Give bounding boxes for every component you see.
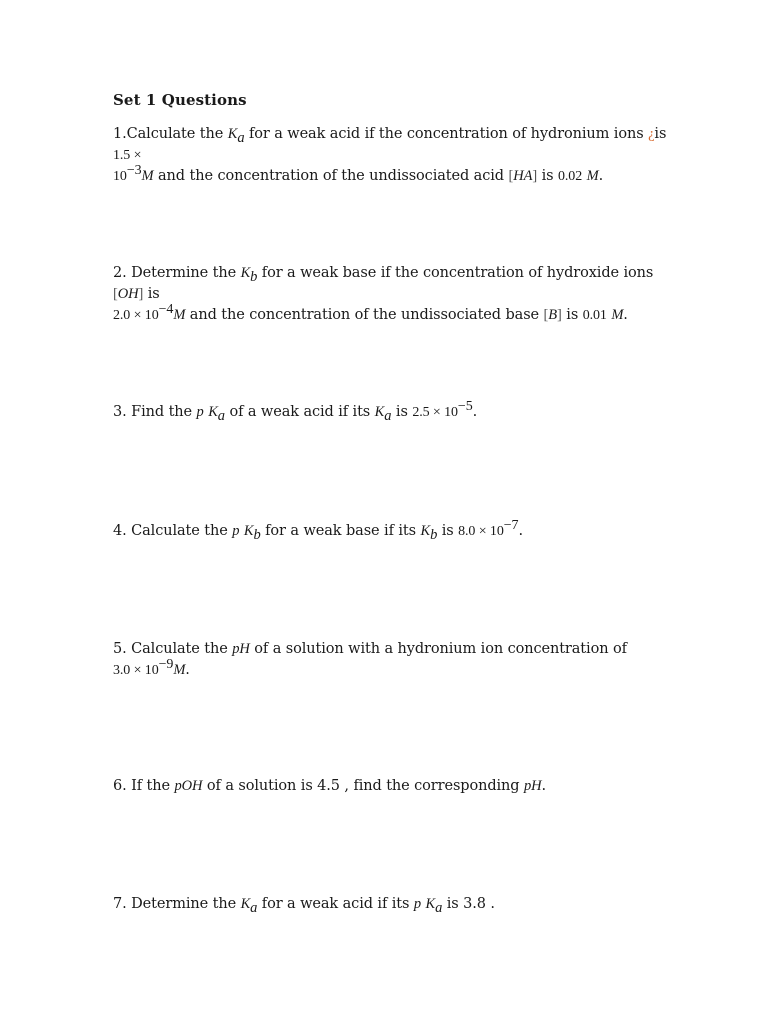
q4-text-4: . (518, 523, 523, 539)
q1-ka-symbol: K (227, 126, 238, 142)
q7-p-symbol: p (413, 896, 422, 912)
q6-text-3: . (541, 778, 547, 794)
q2-b-symbol: B (548, 307, 558, 323)
question-2: 2. Determine the $K_b$ for a weak base if the concentration of hydroxide ions [OH] is $2.0 \times 10^{-4}M$ and the concentration of the undissociated base [B] is 0.01 M. (113, 265, 654, 323)
q2-text-1: 2. Determine the (113, 265, 241, 281)
q2-text-6: . (623, 307, 628, 323)
q3-text-2: of a weak acid if its (224, 404, 375, 420)
q7-ka-symbol-2: K (425, 896, 436, 912)
q4-p-symbol: p (232, 523, 240, 539)
q3-ka-subscript-2: a (384, 407, 392, 424)
q2-text-4: and the concentration of the undissociated base (185, 307, 544, 323)
q5-exponent: −9 (158, 657, 174, 673)
q2-text-2: for a weak base if the concentration of hydroxide ions (257, 265, 654, 281)
question-7 (113, 894, 673, 915)
question-5 (113, 639, 673, 681)
q2-text-5: is (561, 307, 583, 323)
q1-molar-unit: M (141, 168, 154, 184)
q5-ph-symbol: pH (232, 641, 250, 657)
q2-molar-unit-2: M (611, 307, 624, 323)
q3-ka-subscript: a (217, 407, 225, 424)
question-6 (113, 776, 673, 797)
q2-value-1: 2.0 × 10 (113, 308, 159, 323)
q7-text-3: is 3.8 . (442, 896, 495, 912)
question-4 (113, 518, 673, 543)
q3-value: 2.5 × 10 (412, 405, 458, 420)
q1-text-6: . (598, 168, 604, 184)
q4-value: 8.0 × 10 (458, 524, 504, 539)
q7-text-1: 7. Determine the (113, 896, 241, 912)
q1-text-5: is (537, 168, 558, 184)
q1-text-3: is (654, 126, 667, 142)
q7-ka-subscript-2: a (435, 899, 443, 916)
q7-text-2: for a weak acid if its (257, 896, 414, 912)
q2-molar-unit: M (173, 307, 186, 323)
q2-value-2: 0.01 (582, 308, 607, 323)
q6-ph-symbol: pH (523, 778, 542, 794)
q4-kb-subscript: b (253, 526, 261, 543)
q1-exponent: −3 (126, 163, 142, 179)
q3-ka-symbol-2: K (374, 404, 385, 420)
question-3 (113, 399, 673, 424)
q4-kb-symbol: K (243, 523, 254, 539)
q3-text-3: is (391, 404, 413, 420)
q6-text-2: of a solution is 4.5 , find the corresponding (202, 778, 524, 794)
q2-kb-subscript: b (250, 268, 258, 285)
q1-value-2: 10 (113, 169, 127, 184)
q1-text-2: for a weak acid if the concentration of hydronium ions (244, 126, 649, 142)
q7-ka-subscript: a (250, 899, 258, 916)
q3-ka-symbol: K (208, 404, 218, 420)
q6-text-1: 6. If the (113, 778, 175, 794)
q2-kb-symbol: K (240, 265, 251, 281)
q5-molar-unit: M (173, 662, 186, 678)
q4-text-2: for a weak base if its (260, 523, 421, 539)
q1-text-1: 1.Calculate the (113, 126, 228, 142)
q1-value-3: 0.02 (558, 169, 583, 184)
q1-ka-subscript: a (237, 129, 245, 146)
q1-ha-symbol: HA (513, 168, 533, 184)
q7-ka-symbol: K (240, 896, 251, 912)
q1-stray-glyph: ¿ (648, 126, 655, 142)
q4-text-3: is (437, 523, 459, 539)
question-1: 1.Calculate the $K_a$ for a weak acid if the concentration of hydronium ions ¿is 1.5 × $10^{-3}M$ and the concentration of the undissociated acid [HA] is 0.02 M. (113, 126, 667, 184)
q3-text-1: 3. Find the (113, 404, 197, 420)
q5-value: 3.0 × 10 (113, 663, 159, 678)
q3-exponent: −5 (457, 399, 473, 415)
q4-kb-symbol-2: K (420, 523, 431, 539)
q5-text-1: 5. Calculate the (113, 641, 233, 657)
q6-poh-symbol: pOH (174, 778, 203, 794)
q3-text-4: . (472, 404, 478, 420)
q2-exponent: −4 (158, 302, 174, 318)
q4-exponent: −7 (503, 518, 519, 534)
q1-value-1: 1.5 × (113, 148, 142, 163)
q2-text-3: is (143, 286, 160, 302)
q5-text-2: of a solution with a hydronium ion concentration of (249, 641, 627, 657)
q2-oh-symbol: OH (117, 286, 139, 302)
page-title: Set 1 Questions (113, 91, 247, 109)
q1-text-4: and the concentration of the undissociated acid (153, 168, 509, 184)
q3-p-symbol: p (196, 404, 204, 420)
q1-molar-unit-2: M (586, 168, 599, 184)
q4-kb-subscript-2: b (430, 526, 438, 543)
q5-text-3: . (185, 662, 190, 678)
q4-text-1: 4. Calculate the (113, 523, 233, 539)
